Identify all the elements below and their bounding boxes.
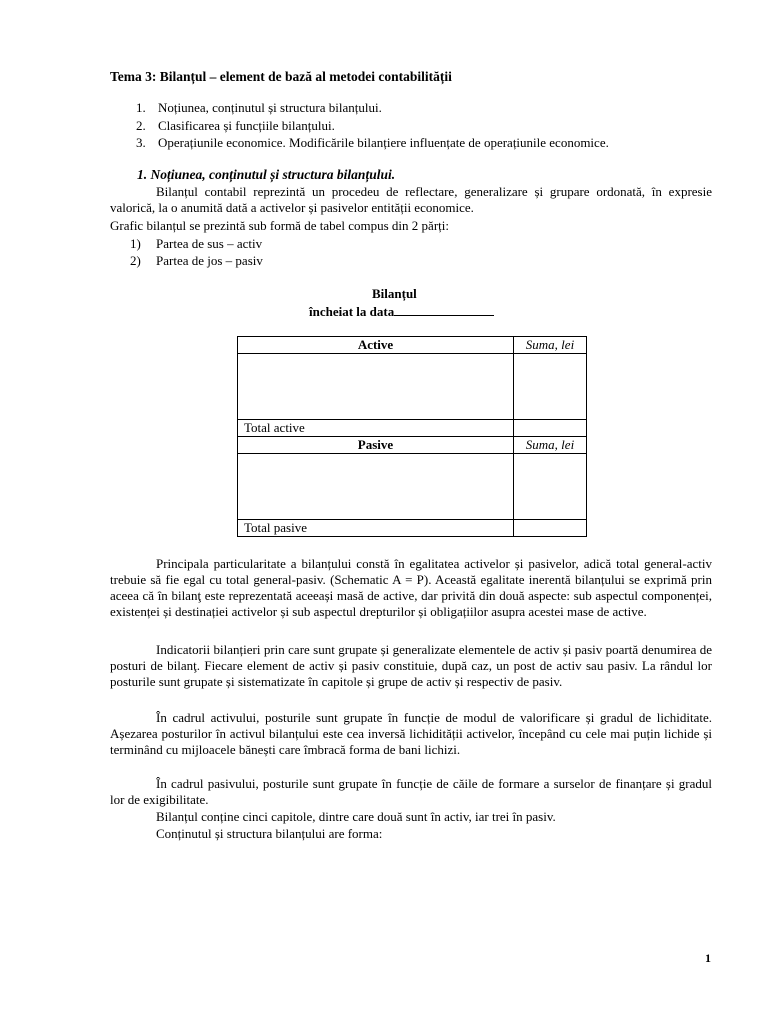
parts-list xyxy=(130,236,263,270)
active-header: Active xyxy=(238,337,514,354)
grafic-paragraph: Grafic bilanțul se prezintă sub formă de tabel compus din 2 părți: xyxy=(110,218,449,233)
total-passive-sum xyxy=(514,520,587,537)
body-paragraph: Conținutul și structura bilanțului are forma: xyxy=(156,826,383,841)
outline-item: 3. Operațiunile economice. Modificările bilanțiere influențate de operațiunile economice. xyxy=(136,135,609,150)
passive-sum-body xyxy=(514,454,587,520)
body-paragraph: În cadrul pasivului, posturile sunt grupate în funcție de căile de formare a surselor de finanțare și gradul lor de exigibilitate. xyxy=(110,776,712,807)
parts-item: 1) Partea de sus – activ xyxy=(130,236,263,251)
total-active-sum xyxy=(514,420,587,437)
body-paragraph: Indicatorii bilanțieri prin care sunt grupate și generalizate elementele de activ și pasiv poartă denumirea de posturi de bilanţ. Fiecare element de activ și pasiv constituie, după caz, un post de activ sau pasiv. La rândul lor posturile sunt grupate și sistematizate în capitole și grupe de activ și respectiv de pasiv. xyxy=(110,642,712,689)
body-paragraph: Bilanțul conține cinci capitole, dintre care două sunt în activ, iar trei în pasiv. xyxy=(156,809,556,824)
outline-list xyxy=(136,100,609,153)
body-paragraph: În cadrul activului, posturile sunt grupate în funcție de modul de valorificare și gradul de lichiditate. Așezarea posturilor în activul bilanțului este cea inversă lichidității activelor, începând cu cele mai puțin lichide și terminând cu mijloacele bănești care îmbracă forma de bani lichizi. xyxy=(110,710,712,757)
outline-item: 1. Noțiunea, conținutul și structura bilanțului. xyxy=(136,100,382,115)
document-title: Tema 3: Bilanțul – element de bază al metodei contabilității xyxy=(110,69,452,84)
passive-header: Pasive xyxy=(238,437,514,454)
active-sum-body xyxy=(514,354,587,420)
date-blank-line xyxy=(394,303,494,316)
page-number: 1 xyxy=(705,951,711,965)
active-body xyxy=(238,354,514,420)
balance-date: încheiat la data xyxy=(309,303,494,320)
section-heading: 1. Noțiunea, conținutul și structura bilanțului. xyxy=(137,167,396,182)
active-sum-header: Suma, lei xyxy=(514,337,587,354)
intro-paragraph: Bilanțul contabil reprezintă un procedeu de reflectare, generalizare și grupare ordonată, în expresie valorică, la o anumită dată a activelor și pasivelor entității economice. xyxy=(110,184,712,215)
passive-body xyxy=(238,454,514,520)
body-paragraph: Principala particularitate a bilanțului constă în egalitatea activelor și pasivelor, adică total general-activ trebuie să fie egal cu total general-pasiv. (Schematic A = P). Această egalitate inerentă bilanțului se exprimă prin aceea că în bilanţ este reprezentată aceeași masă de active, dar privită din două aspecte: sub aspectul componenței, existenței și destinației activelor și sub aspectul drepturilor și obligațiilor asupra acestei mase de active. xyxy=(110,556,712,619)
total-active: Total active xyxy=(238,420,514,437)
balance-title: Bilanțul xyxy=(372,286,417,301)
total-passive: Total pasive xyxy=(238,520,514,537)
outline-item: 2. Clasificarea și funcțiile bilanțului. xyxy=(136,117,335,133)
parts-item: 2) Partea de jos – pasiv xyxy=(130,253,263,268)
passive-sum-header: Suma, lei xyxy=(514,437,587,454)
balance-sheet-table xyxy=(237,336,587,537)
